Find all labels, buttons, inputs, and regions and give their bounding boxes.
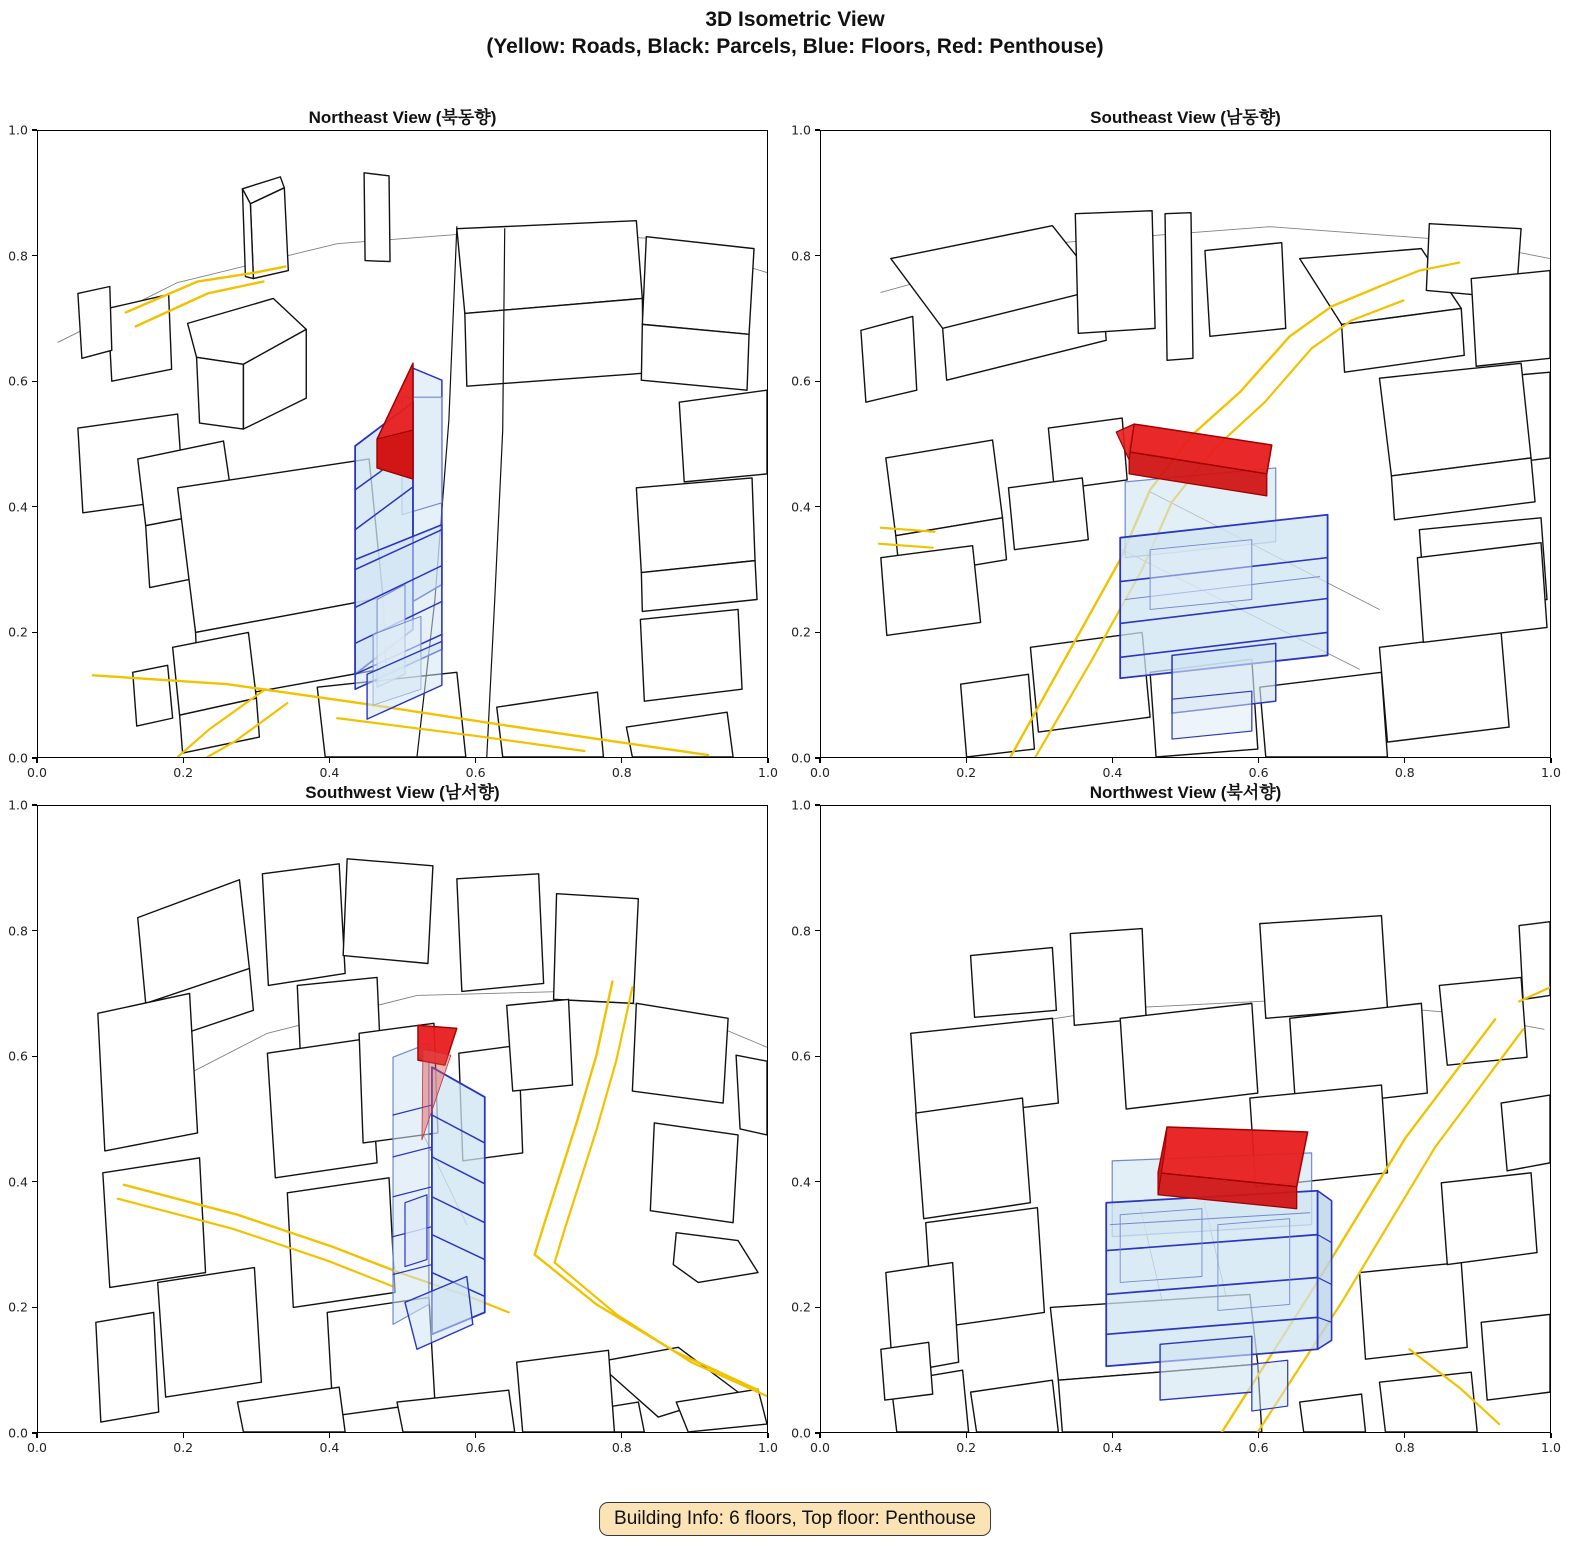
- y-tick-mark: [815, 757, 820, 758]
- shape: [343, 859, 433, 964]
- x-tick-label: 0.0: [810, 1440, 830, 1455]
- y-tick-label: 0.6: [8, 1048, 28, 1064]
- shape: [507, 999, 573, 1091]
- shape: [1519, 922, 1550, 1000]
- shape: [673, 1233, 758, 1283]
- x-tick-mark: [966, 758, 967, 763]
- shape: [1379, 1372, 1477, 1432]
- plot-area-southeast: [820, 130, 1551, 758]
- shape: [861, 316, 917, 402]
- x-tick-mark: [1258, 758, 1259, 763]
- shape: [641, 324, 749, 390]
- shape: [554, 894, 639, 1004]
- shape: [679, 390, 767, 482]
- y-tick-label: 0.0: [8, 1425, 28, 1441]
- x-tick-mark: [819, 758, 820, 763]
- building-info-badge: Building Info: 6 floors, Top floor: Penthouse: [599, 1502, 991, 1536]
- x-tick-label: 0.4: [1102, 765, 1123, 780]
- shape: [1471, 271, 1550, 367]
- shape: [1252, 1360, 1288, 1411]
- x-tick-label: 0.0: [27, 765, 47, 780]
- y-tick-label: 0.0: [791, 1425, 811, 1441]
- shape: [640, 609, 742, 701]
- plot-area-southwest: [37, 805, 768, 1433]
- y-tick-mark: [32, 804, 37, 805]
- shape: [1360, 1263, 1468, 1360]
- shape: [1075, 211, 1155, 334]
- shape: [1501, 1095, 1550, 1171]
- y-tick-mark: [32, 632, 37, 633]
- shape: [1120, 1003, 1258, 1109]
- x-tick-label: 1.0: [758, 1440, 778, 1455]
- x-tick-label: 1.0: [1541, 1440, 1561, 1455]
- shape: [1008, 478, 1088, 550]
- y-tick-mark: [32, 1181, 37, 1182]
- isometric-canvas-northwest: [821, 806, 1550, 1432]
- y-tick-label: 0.8: [791, 923, 811, 939]
- y-tick-mark: [815, 1307, 820, 1308]
- shape: [736, 1055, 767, 1135]
- x-tick-mark: [1550, 1433, 1551, 1438]
- shape: [197, 357, 244, 429]
- shape: [1318, 1191, 1332, 1349]
- shape: [1379, 632, 1509, 742]
- isometric-canvas-southwest: [38, 806, 767, 1432]
- y-tick-mark: [32, 1056, 37, 1057]
- plot-area-northeast: [37, 130, 768, 758]
- isometric-canvas-southeast: [821, 131, 1550, 757]
- y-tick-mark: [815, 255, 820, 256]
- shape: [237, 1387, 345, 1432]
- x-tick-mark: [1112, 758, 1113, 763]
- x-tick-label: 0.2: [956, 1440, 977, 1455]
- y-tick-label: 1.0: [791, 797, 811, 813]
- shape: [103, 1158, 206, 1288]
- shape: [364, 173, 390, 262]
- y-tick-mark: [815, 930, 820, 931]
- y-tick-mark: [815, 1056, 820, 1057]
- shape: [1417, 543, 1547, 643]
- y-tick-mark: [815, 632, 820, 633]
- y-tick-label: 1.0: [791, 122, 811, 138]
- shape: [1260, 916, 1388, 1019]
- shape: [971, 948, 1057, 1018]
- shape: [1150, 540, 1252, 610]
- x-tick-mark: [329, 758, 330, 763]
- x-tick-mark: [1112, 1433, 1113, 1438]
- shape: [133, 665, 173, 726]
- y-tick-label: 1.0: [8, 797, 28, 813]
- x-tick-mark: [475, 758, 476, 763]
- y-tick-mark: [815, 129, 820, 130]
- shape: [158, 1268, 262, 1398]
- x-tick-label: 0.4: [319, 765, 340, 780]
- x-tick-label: 0.6: [1248, 765, 1269, 780]
- x-tick-mark: [621, 758, 622, 763]
- x-tick-mark: [966, 1433, 967, 1438]
- x-tick-label: 0.8: [1394, 765, 1415, 780]
- y-tick-label: 1.0: [8, 122, 28, 138]
- shape: [287, 1178, 395, 1308]
- shape: [1260, 672, 1388, 757]
- y-tick-label: 0.4: [791, 499, 811, 515]
- shape: [96, 1312, 159, 1422]
- y-tick-label: 0.2: [8, 1299, 28, 1315]
- x-tick-mark: [1550, 758, 1551, 763]
- x-tick-label: 0.6: [465, 1440, 486, 1455]
- x-tick-mark: [819, 1433, 820, 1438]
- shape: [1165, 213, 1193, 361]
- y-tick-label: 0.4: [8, 1174, 28, 1190]
- y-tick-mark: [815, 804, 820, 805]
- subplot-southwest: [8, 783, 778, 1455]
- shape: [98, 993, 198, 1150]
- y-tick-mark: [32, 255, 37, 256]
- x-tick-mark: [1404, 758, 1405, 763]
- y-tick-label: 0.2: [8, 624, 28, 640]
- shape: [405, 1195, 427, 1267]
- subplot-title-southeast: Southeast View (남동향): [1090, 108, 1281, 127]
- subplot-northeast: [8, 108, 778, 780]
- y-tick-mark: [32, 930, 37, 931]
- y-tick-mark: [815, 506, 820, 507]
- y-tick-label: 0.6: [8, 373, 28, 389]
- subplot-northwest: [791, 783, 1561, 1455]
- y-tick-mark: [32, 381, 37, 382]
- y-tick-label: 0.4: [8, 499, 28, 515]
- x-tick-label: 1.0: [1541, 765, 1561, 780]
- figure-subtitle: (Yellow: Roads, Black: Parcels, Blue: Floors, Red: Penthouse): [486, 35, 1104, 58]
- shape: [78, 287, 112, 359]
- shape: [1481, 1314, 1550, 1400]
- shape: [1439, 977, 1527, 1065]
- shape: [632, 1003, 728, 1103]
- x-tick-mark: [767, 758, 768, 763]
- x-tick-label: 1.0: [758, 765, 778, 780]
- figure-title: 3D Isometric View: [705, 8, 885, 31]
- isometric-canvas-northeast: [38, 131, 767, 757]
- shape: [1300, 1394, 1366, 1432]
- y-tick-mark: [32, 1432, 37, 1433]
- shape: [916, 1098, 1031, 1219]
- x-tick-label: 0.6: [465, 765, 486, 780]
- x-tick-label: 0.2: [173, 765, 194, 780]
- y-tick-label: 0.0: [8, 750, 28, 766]
- x-tick-label: 0.4: [319, 1440, 340, 1455]
- shape: [1379, 363, 1531, 476]
- subplot-southeast: [791, 108, 1561, 780]
- plot-area-northwest: [820, 805, 1551, 1433]
- shape: [636, 478, 755, 573]
- y-tick-mark: [32, 129, 37, 130]
- y-tick-mark: [815, 1181, 820, 1182]
- subplot-title-northeast: Northeast View (북동향): [308, 108, 497, 127]
- shape: [1070, 929, 1146, 1026]
- shape: [881, 546, 981, 636]
- shape: [650, 1123, 738, 1223]
- x-tick-label: 0.2: [956, 765, 977, 780]
- x-tick-label: 0.8: [611, 1440, 632, 1455]
- shape: [250, 188, 288, 279]
- x-tick-label: 0.4: [1102, 1440, 1123, 1455]
- x-tick-mark: [329, 1433, 330, 1438]
- y-tick-mark: [32, 757, 37, 758]
- shape: [457, 221, 642, 314]
- shape: [881, 1342, 933, 1400]
- x-tick-mark: [36, 1433, 37, 1438]
- x-tick-label: 0.8: [1394, 1440, 1415, 1455]
- x-tick-label: 0.6: [1248, 1440, 1269, 1455]
- y-tick-label: 0.2: [791, 624, 811, 640]
- shape: [1160, 1336, 1252, 1400]
- x-tick-mark: [475, 1433, 476, 1438]
- x-tick-mark: [183, 758, 184, 763]
- shape: [1048, 418, 1127, 490]
- y-tick-label: 0.4: [791, 1174, 811, 1190]
- shape: [457, 874, 544, 992]
- shape: [971, 1380, 1059, 1432]
- x-tick-label: 0.0: [810, 765, 830, 780]
- y-tick-label: 0.8: [791, 248, 811, 264]
- y-tick-mark: [815, 381, 820, 382]
- x-tick-mark: [767, 1433, 768, 1438]
- x-tick-mark: [1258, 1433, 1259, 1438]
- y-tick-mark: [815, 1432, 820, 1433]
- y-tick-label: 0.0: [791, 750, 811, 766]
- y-tick-label: 0.6: [791, 1048, 811, 1064]
- x-tick-mark: [36, 758, 37, 763]
- shape: [262, 864, 345, 986]
- y-tick-mark: [32, 1307, 37, 1308]
- y-tick-label: 0.6: [791, 373, 811, 389]
- shape: [465, 298, 644, 386]
- x-tick-mark: [621, 1433, 622, 1438]
- shape: [1205, 243, 1286, 337]
- subplot-title-southwest: Southwest View (남서향): [305, 783, 500, 802]
- shape: [961, 674, 1035, 757]
- shape: [1172, 691, 1252, 739]
- x-tick-label: 0.0: [27, 1440, 47, 1455]
- shape: [642, 237, 754, 335]
- y-tick-mark: [32, 506, 37, 507]
- x-tick-mark: [183, 1433, 184, 1438]
- y-tick-label: 0.8: [8, 248, 28, 264]
- y-tick-label: 0.2: [791, 1299, 811, 1315]
- x-tick-label: 0.8: [611, 765, 632, 780]
- y-tick-label: 0.8: [8, 923, 28, 939]
- shape: [517, 1350, 615, 1432]
- shape: [1441, 1173, 1537, 1265]
- subplot-title-northwest: Northwest View (북서향): [1089, 783, 1282, 802]
- x-tick-label: 0.2: [173, 1440, 194, 1455]
- x-tick-mark: [1404, 1433, 1405, 1438]
